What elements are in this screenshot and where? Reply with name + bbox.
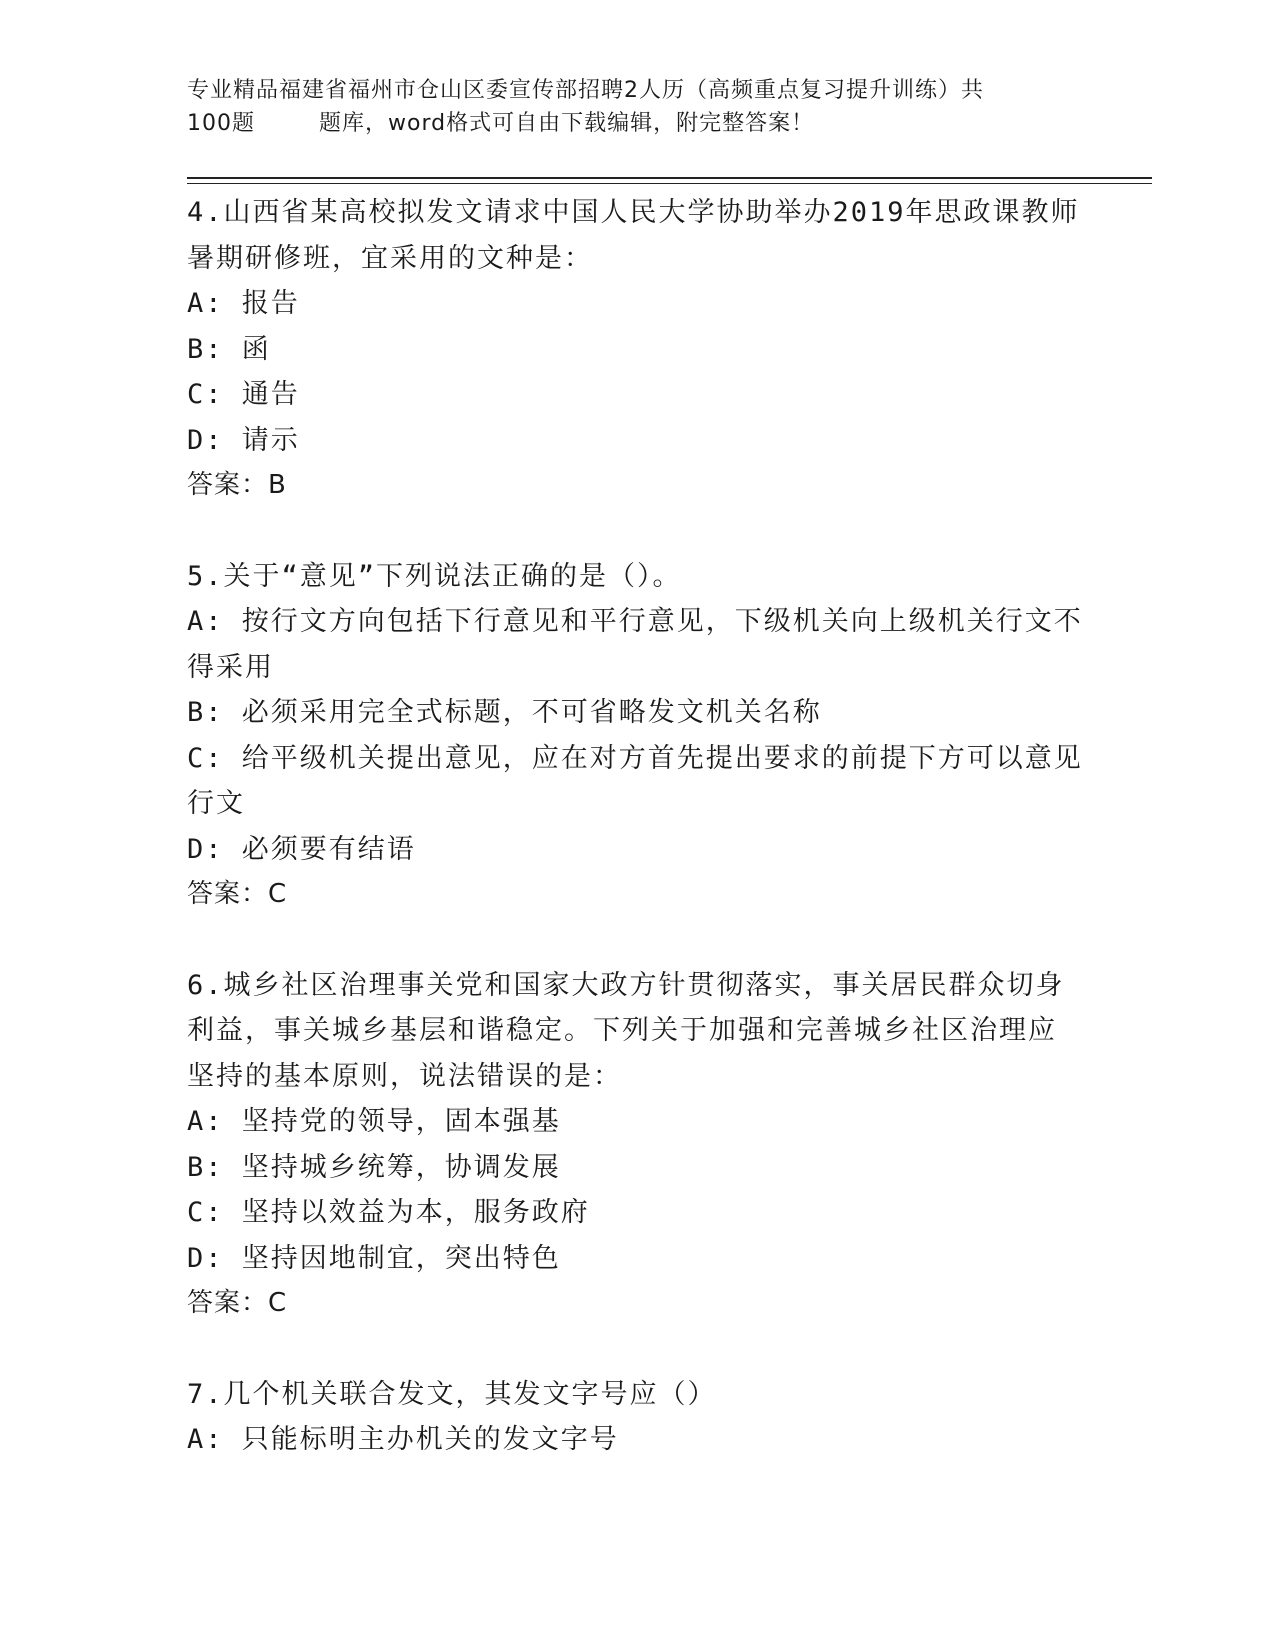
option-text: 报告 [241,288,300,319]
answer-key: 答案：C [187,879,288,909]
question-list [187,190,1087,1508]
option-text: 行文 [187,788,245,819]
header-line-1: 专业精品福建省福州市仓山区委宣传部招聘2人历（高频重点复习提升训练）共 [187,78,984,103]
answer-option-line [187,736,1087,782]
option-text: 坚持以效益为本，服务政府 [241,1197,590,1228]
question-text-line: 6.城乡社区治理事关党和国家大政方针贯彻落实，事关居民群众切身 [187,969,1065,1001]
answer-option-line [187,1417,1087,1463]
answer-option-line [187,372,1087,418]
option-text: 请示 [241,424,300,456]
option-letter: B: [187,333,224,365]
option-text: 得采用 [187,651,274,683]
answer-option-line [187,327,1087,373]
answer-option-line [187,781,1087,827]
option-letter: D: [187,1242,224,1274]
option-letter: B: [187,697,224,728]
answer-option-line [187,827,1087,873]
option-text: 坚持党的领导，固本强基 [241,1106,561,1137]
answer-option-line [187,690,1087,736]
header-line-2 [187,107,1087,140]
answer-option-line [187,1236,1087,1282]
option-letter: C: [187,1197,224,1228]
header-subtitle: 题库，word格式可自由下载编辑，附完整答案！ [319,111,815,136]
option-text: 必须要有结语 [241,833,416,865]
option-letter: C: [187,379,224,410]
answer-option-line [187,599,1087,645]
option-letter: A: [187,288,224,319]
question-text-line: 坚持的基本原则，说法错误的是： [187,1060,622,1092]
option-letter: D: [187,833,224,865]
option-text: 只能标明主办机关的发文字号 [241,1424,619,1455]
option-text: 通告 [241,379,300,410]
option-text: 坚持城乡统筹，协调发展 [241,1151,561,1183]
question-text-line: 暑期研修班，宜采用的文种是： [187,242,593,274]
question-block [187,554,1087,918]
question-text-line: 利益，事关城乡基层和谐稳定。下列关于加强和完善城乡社区治理应 [187,1015,1057,1046]
answer-option-line [187,1099,1087,1145]
option-letter: D: [187,424,224,456]
header-question-count: 100题 [187,111,255,136]
answer-option-line [187,281,1087,327]
option-text: 按行文方向包括下行意见和平行意见，下级机关向上级机关行文不 [241,606,1083,637]
question-block [187,190,1087,509]
option-letter: A: [187,606,224,637]
question-block [187,963,1087,1327]
document-header [187,74,1087,140]
answer-key: 答案：C [187,1288,288,1318]
header-divider [187,177,1152,184]
answer-option-line [187,418,1087,464]
question-text-line: 5.关于“意见”下列说法正确的是（）。 [187,560,682,592]
option-text: 函 [241,333,271,365]
option-text: 必须采用完全式标题，不可省略发文机关名称 [241,697,822,728]
option-letter: A: [187,1424,224,1455]
option-text: 给平级机关提出意见，应在对方首先提出要求的前提下方可以意见 [241,742,1083,774]
option-letter: C: [187,742,224,774]
answer-option-line [187,1190,1087,1236]
option-letter: A: [187,1106,224,1137]
question-block [187,1372,1087,1463]
option-text: 坚持因地制宜，突出特色 [241,1242,561,1274]
question-text-line: 4.山西省某高校拟发文请求中国人民大学协助举办2019年思政课教师 [187,197,1080,228]
option-letter: B: [187,1151,224,1183]
question-text-line: 7.几个机关联合发文，其发文字号应（） [187,1378,717,1410]
answer-option-line [187,645,1087,691]
answer-option-line [187,1145,1087,1191]
answer-key: 答案：B [187,470,287,500]
